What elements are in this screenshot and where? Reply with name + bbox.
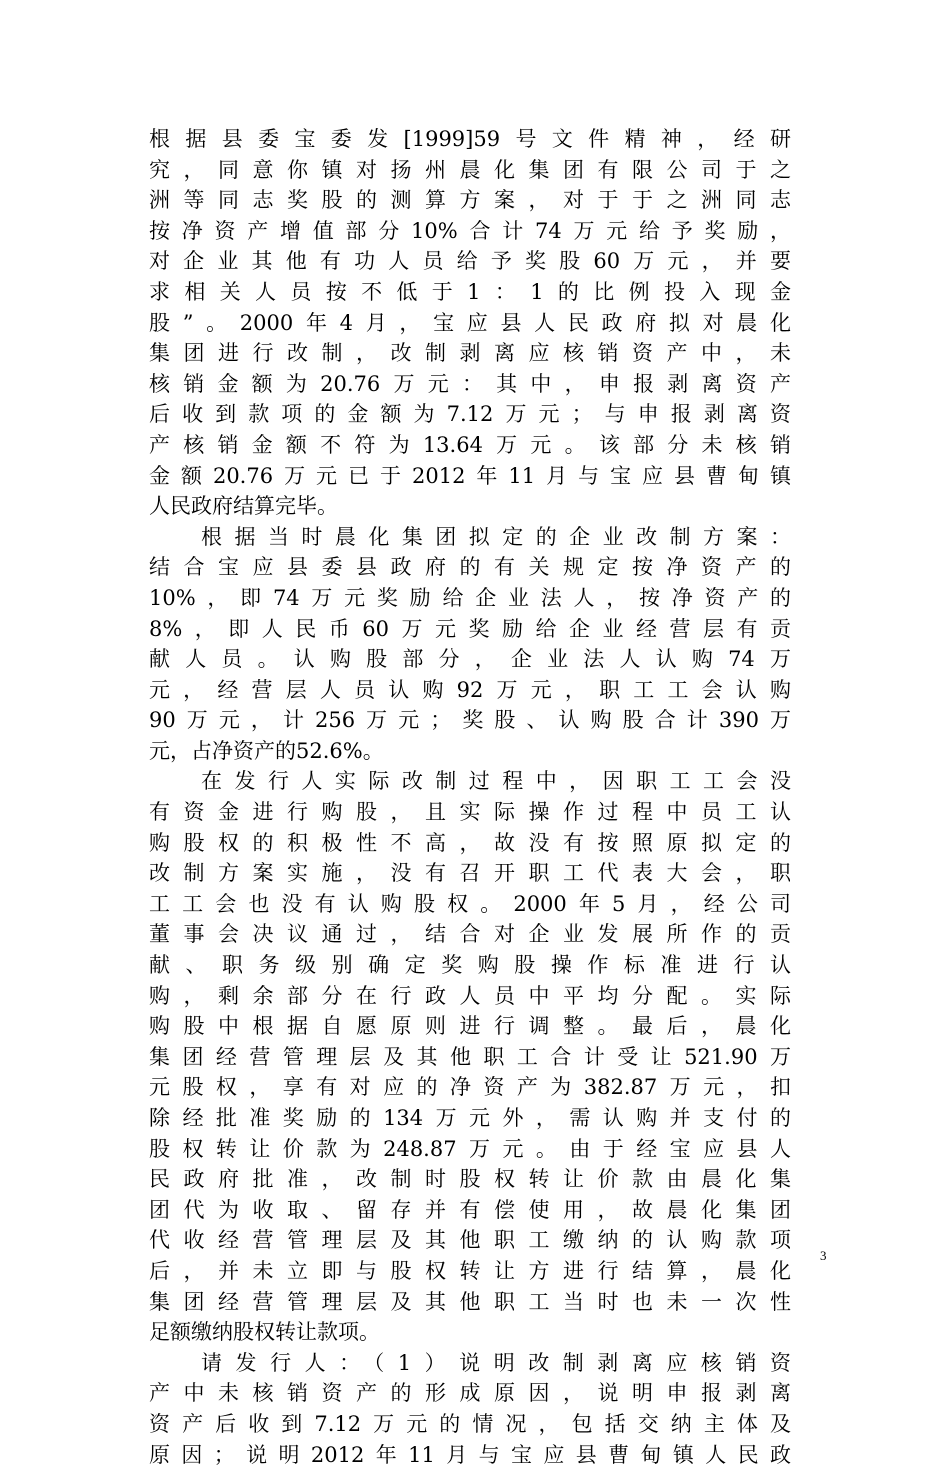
text-line: 产核销金额不符为13.64万元。该部分未核销	[149, 432, 791, 457]
text-line: 除经批准奖励的134万元外，需认购并支付的	[149, 1106, 791, 1130]
text-line: 10%，即74万元奖励给企业法人，按净资产的	[149, 585, 791, 610]
text-line: 金额20.76万元已于2012年11月与宝应县曹甸镇	[149, 463, 791, 488]
text-line: 资产后收到7.12万元的情况，包括交纳主体及	[149, 1411, 791, 1436]
text-line: 元股权，享有对应的净资产为382.87万元，扣	[149, 1075, 791, 1100]
text-line: 股权转让价款为248.87万元。由于经宝应县人	[149, 1136, 791, 1161]
text-line: 求相关人员按不低于1：1的比例投入现金	[149, 279, 791, 304]
text-line: 90万元，计256万元；奖股、认购股合计390万	[149, 708, 791, 733]
text-line: 董事会决议通过，结合对企业发展所作的贡	[149, 922, 791, 947]
text-line: 后，并未立即与股权转让方进行结算，晨化	[149, 1258, 791, 1283]
text-line: 根据县委宝委发[1999]59号文件精神，经研	[149, 127, 791, 151]
text-line: 代收经营管理层及其他职工缴纳的认购款项	[149, 1228, 791, 1253]
text-line: 献人员。认购股部分，企业法人认购74万	[149, 647, 791, 672]
paragraph-first-line: 在发行人实际改制过程中，因职工工会没	[201, 769, 791, 794]
text-line: 团代为收取、留存并有偿使用，故晨化集团	[149, 1197, 791, 1222]
text-line: 足额缴纳股权转让款项。	[149, 1320, 380, 1345]
text-line: 对企业其他有功人员给予奖股60万元，并要	[149, 249, 791, 274]
text-line: 元，占净资产的52.6%。	[149, 738, 384, 763]
text-line: 究，同意你镇对扬州晨化集团有限公司于之	[149, 157, 791, 182]
body-text	[149, 124, 791, 1470]
text-line: 产中未核销资产的形成原因，说明申报剥离	[149, 1381, 791, 1406]
text-line: 结合宝应县委县政府的有关规定按净资产的	[149, 555, 791, 580]
text-line: 8%，即人民币60万元奖励给企业经营层有贡	[149, 616, 791, 641]
text-line: 原因；说明2012年11月与宝应县曹甸镇人民政	[149, 1442, 791, 1467]
text-line: 按净资产增值部分10%合计74万元给予奖励，	[149, 218, 791, 243]
text-line: 工工会也没有认购股权。2000年5月，经公司	[149, 891, 791, 916]
text-line: 洲等同志奖股的测算方案，对于于之洲同志	[149, 188, 791, 213]
text-line: 集团进行改制，改制剥离应核销资产中，未	[149, 341, 791, 366]
text-line: 购，剩余部分在行政人员中平均分配。实际	[149, 983, 791, 1008]
text-line: 后收到款项的金额为7.12万元；与申报剥离资	[149, 402, 791, 427]
text-line: 有资金进行购股，且实际操作过程中员工认	[149, 800, 791, 825]
page-number: 3	[820, 1248, 827, 1263]
paragraph-first-line: 根据当时晨化集团拟定的企业改制方案：	[201, 524, 791, 549]
text-line: 献、职务级别确定奖购股操作标准进行认	[149, 953, 791, 978]
text-line: 集团经营管理层及其他职工合计受让521.90万	[149, 1044, 791, 1069]
text-line: 改制方案实施，没有召开职工代表大会，职	[149, 861, 791, 886]
text-line: 核销金额为20.76万元：其中，申报剥离资产	[149, 371, 791, 396]
text-line: 集团经营管理层及其他职工当时也未一次性	[149, 1289, 791, 1314]
text-line: 股”。2000年4月，宝应县人民政府拟对晨化	[149, 310, 791, 335]
text-line: 购股权的积极性不高，故没有按照原拟定的	[149, 830, 791, 855]
text-line: 人民政府结算完毕。	[149, 494, 338, 519]
paragraph-first-line: 请发行人：（1）说明改制剥离应核销资	[201, 1350, 791, 1375]
text-line: 购股中根据自愿原则进行调整。最后，晨化	[149, 1014, 791, 1039]
text-line: 元，经营层人员认购92万元，职工工会认购	[149, 677, 791, 702]
text-line: 民政府批准，改制时股权转让价款由晨化集	[149, 1167, 791, 1192]
